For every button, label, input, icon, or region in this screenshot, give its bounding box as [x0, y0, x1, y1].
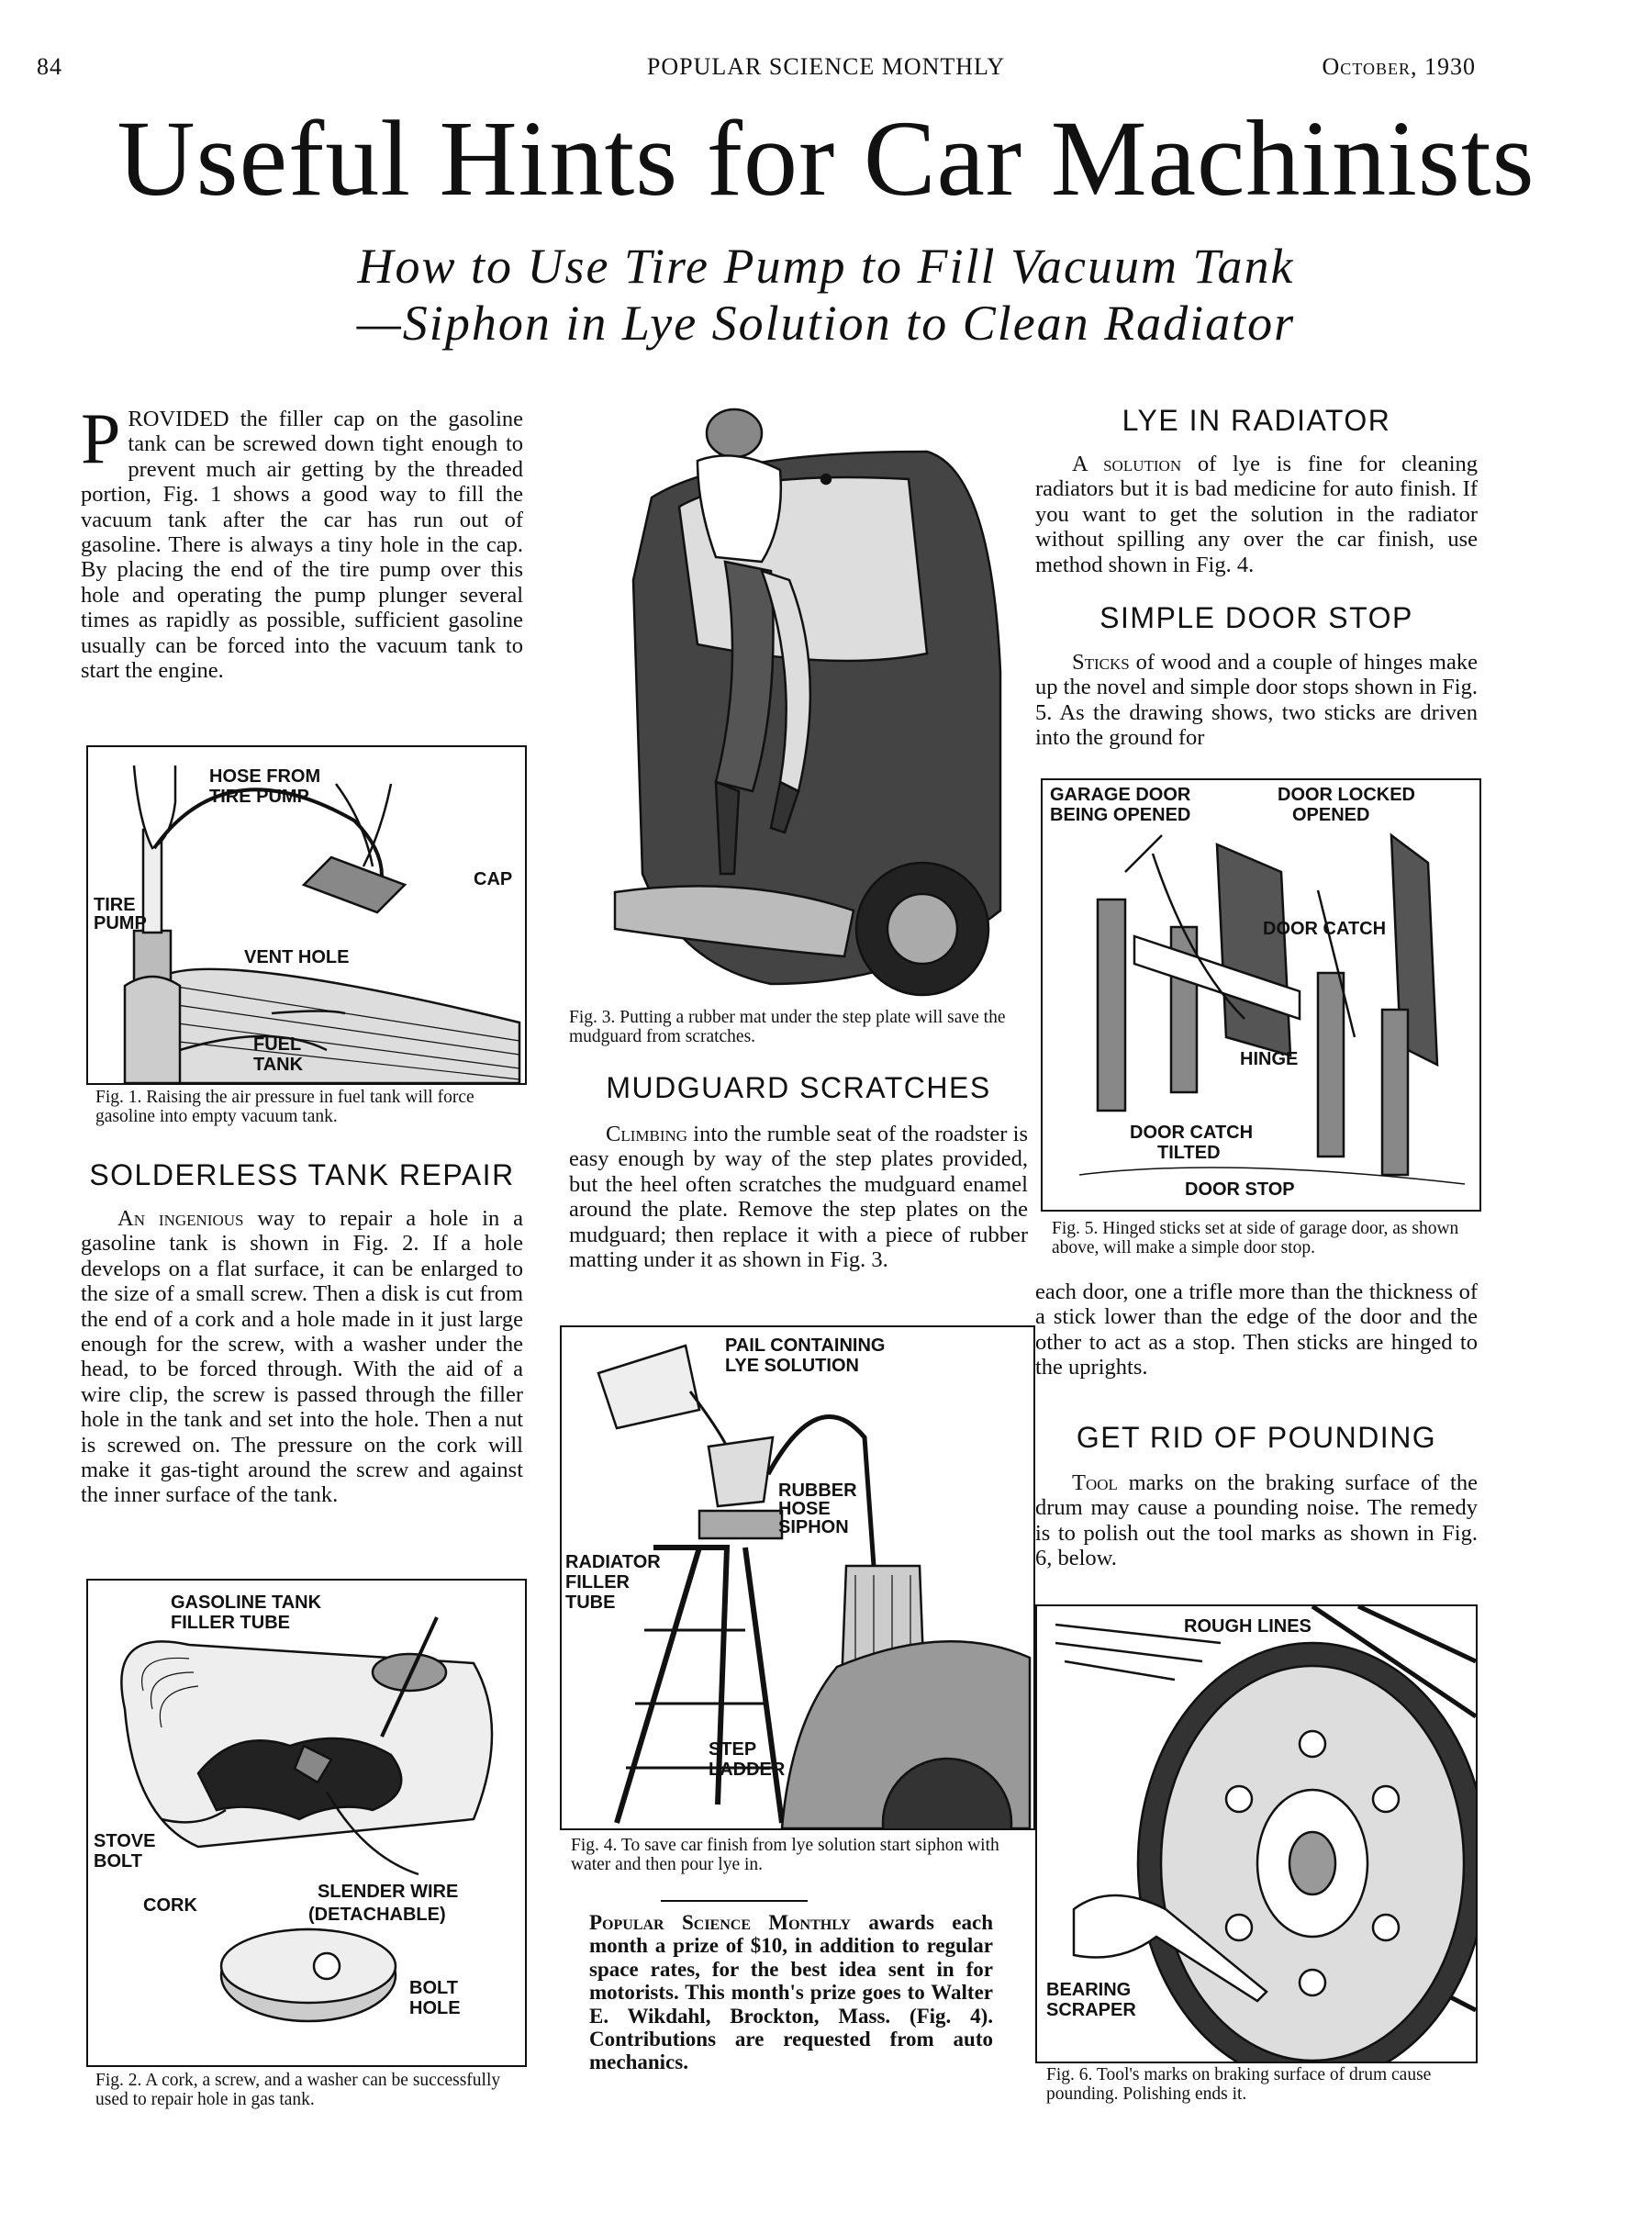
fig2-label-stove1: STOVE	[94, 1831, 156, 1851]
fig5-label-locked1: DOOR LOCKED	[1278, 785, 1415, 805]
mudguard-lead: Climbing	[606, 1122, 688, 1146]
fig2-label-bolt1: BOLT	[409, 1978, 458, 1998]
fig2-label-stove2: BOLT	[94, 1851, 142, 1872]
fig4-label-step1: STEP	[709, 1739, 757, 1760]
fig2-label-wire2: (DETACHABLE)	[308, 1905, 446, 1925]
fig5-label-locked2: OPENED	[1292, 805, 1370, 825]
figure-2-caption: Fig. 2. A cork, a screw, and a washer can be successfully used to repair hole in gas tank.	[95, 2071, 501, 2109]
issue-date: October, 1930	[1322, 53, 1476, 80]
fig5-label-tilted1: DOOR CATCH	[1130, 1123, 1254, 1143]
fig4-label-rad2: FILLER	[565, 1572, 630, 1592]
mudguard-paragraph	[569, 1122, 1028, 1272]
doorstop-heading: SIMPLE DOOR STOP	[1099, 601, 1413, 634]
fig4-label-rad3: TUBE	[565, 1592, 616, 1613]
page-number: 84	[37, 53, 62, 80]
figure-3-illustration	[560, 397, 1037, 1002]
fig1-label-hose: HOSE FROM	[209, 766, 321, 787]
fig6-label-bearing1: BEARING	[1046, 1980, 1132, 2000]
figure-5-illustration	[1041, 778, 1481, 1212]
figure-4-caption: Fig. 4. To save car finish from lye solution start siphon with water and then pour lye in.	[571, 1836, 999, 1874]
fig4-label-rubber3: SIPHON	[778, 1517, 849, 1537]
drop-cap: P	[81, 398, 121, 478]
pounding-lead: Tool	[1072, 1470, 1118, 1495]
pounding-text: marks on the braking surface of the drum may cause a pounding noise. The remedy is to polish out the tool marks as shown in Fig. 6, below.	[1035, 1470, 1478, 1571]
prize-notice	[589, 1911, 993, 2074]
solderless-lead: An ingenious	[117, 1206, 244, 1231]
pounding-paragraph	[1035, 1470, 1478, 1571]
solderless-paragraph	[81, 1206, 523, 1508]
prize-rule	[661, 1900, 808, 1902]
figure-5-caption: Fig. 5. Hinged sticks set at side of garage door, as shown above, will make a simple door stop.	[1052, 1219, 1459, 1257]
doorstop-text: of wood and a couple of hinges make up the novel and simple door stops shown in Fig. 5. As the drawing shows, two sticks are driven into the ground for	[1035, 650, 1478, 751]
fig1-label-tank: TANK	[253, 1055, 304, 1075]
figure-1-illustration	[86, 745, 527, 1085]
solderless-heading: SOLDERLESS TANK REPAIR	[89, 1158, 515, 1191]
article-title: Useful Hints for Car Machinists	[117, 98, 1535, 218]
fig1-label-vent: VENT HOLE	[244, 947, 350, 967]
mudguard-text: into the rumble seat of the roadster is easy enough by way of the step plates provided, but the heel often scratches the mudguard enamel around the plate. Remove the step plates on the mudguard; then replace it with a piece of rubber matting under it as shown in Fig. 3.	[569, 1122, 1028, 1273]
prize-magazine: Popular Science Monthly	[589, 1911, 851, 1934]
lye-text: of lye is fine for cleaning radiators but it is bad medicine for auto finish. If you want to get the solution in the radiator without spilling any over the car finish, use method shown in Fig. 4.	[1035, 452, 1479, 577]
pounding-heading: GET RID OF POUNDING	[1076, 1421, 1437, 1454]
prize-text: awards each month a prize of $10, in addition to regular space rates, for the best idea sent in for motorists. This month's prize goes to Walter E. Wikdahl, Brockton, Mass. (Fig. 4). Contributions are requested from auto mechanics.	[589, 1911, 993, 2074]
fig4-label-rad1: RADIATOR	[565, 1552, 661, 1572]
figure-4-illustration	[560, 1325, 1035, 1830]
fig6-label-rough: ROUGH LINES	[1184, 1616, 1312, 1637]
fig2-label-filler1: GASOLINE TANK	[171, 1592, 322, 1613]
fig4-label-pail1: PAIL CONTAINING	[725, 1335, 886, 1356]
lye-heading: LYE IN RADIATOR	[1122, 404, 1391, 437]
fig1-label-tire: TIRE	[94, 895, 136, 915]
fig2-label-filler2: FILLER TUBE	[171, 1613, 290, 1633]
figure-2-illustration	[86, 1579, 527, 2067]
solderless-text: way to repair a hole in a gasoline tank is shown in Fig. 2. If a hole develops on a flat surface, it can be enlarged to the size of a small screw. Then a disk is cut from the end of a cork and a hole made in it just large enough for the screw, with a washer under the head, to be forced through. With the aid of a wire clip, the screw is passed through the filler hole in the tank and set into the hole. Then a nut is screwed on. The pressure on the cork will make it gas-tight around the screw and against the inner surface of the tank.	[81, 1206, 523, 1508]
fig1-label-cap: CAP	[474, 869, 513, 889]
fig5-label-catch: DOOR CATCH	[1263, 919, 1387, 939]
fig1-label-fuel: FUEL	[253, 1034, 302, 1055]
fig6-label-bearing2: SCRAPER	[1046, 2000, 1136, 2020]
doorstop-continued-paragraph: each door, one a trifle more than the thickness of a stick lower than the edge of the door and the other to act as a stop. Then sticks are hinged to the uprights.	[1035, 1280, 1478, 1380]
article-subtitle-line1: How to Use Tire Pump to Fill Vacuum Tank	[357, 239, 1295, 294]
fig5-label-tilted2: TILTED	[1157, 1143, 1221, 1163]
figure-1-caption: Fig. 1. Raising the air pressure in fuel tank will force gasoline into empty vacuum tank.	[95, 1088, 474, 1126]
article-subtitle-line2: —Siphon in Lye Solution to Clean Radiator	[356, 296, 1296, 351]
intro-text: ROVIDED the filler cap on the gasoline tank can be screwed down tight enough to prevent much air getting by the threaded portion, Fig. 1 shows a good way to fill the vacuum tank after the car has run out of gasoline. There is always a tiny hole in the cap. By placing the end of the tire pump over this hole and operating the pump plunger several times as rapidly as possible, sufficient gasoline usually can be forced into the vacuum tank to start the engine.	[81, 407, 523, 684]
fig4-label-pail2: LYE SOLUTION	[725, 1356, 859, 1376]
fig5-label-garage1: GARAGE DOOR	[1050, 785, 1191, 805]
lye-paragraph	[1035, 452, 1478, 577]
doorstop-lead: Sticks	[1072, 650, 1130, 675]
figure-6-caption: Fig. 6. Tool's marks on braking surface of drum cause pounding. Polishing ends it.	[1046, 2065, 1432, 2104]
fig4-label-step2: LADDER	[709, 1760, 786, 1780]
lye-lead: A solution	[1072, 452, 1182, 476]
intro-paragraph	[81, 398, 523, 684]
figure-3-caption: Fig. 3. Putting a rubber mat under the step plate will save the mudguard from scratches.	[569, 1008, 1006, 1046]
fig5-label-stop: DOOR STOP	[1185, 1179, 1295, 1200]
figure-6-illustration	[1035, 1604, 1478, 2063]
fig1-label-hose2: TIRE PUMP	[209, 787, 309, 807]
fig2-label-bolt2: HOLE	[409, 1998, 461, 2018]
fig4-label-rubber1: RUBBER	[778, 1481, 857, 1501]
fig1-label-pump: PUMP	[94, 913, 147, 933]
fig5-label-garage2: BEING OPENED	[1050, 805, 1191, 825]
fig4-label-rubber2: HOSE	[778, 1499, 831, 1519]
doorstop-paragraph	[1035, 650, 1478, 751]
fig2-label-wire1: SLENDER WIRE	[318, 1882, 459, 1902]
fig5-label-hinge: HINGE	[1240, 1049, 1299, 1069]
fig2-label-cork: CORK	[143, 1895, 197, 1916]
mudguard-heading: MUDGUARD SCRATCHES	[606, 1071, 991, 1104]
running-head: POPULAR SCIENCE MONTHLY	[646, 53, 1006, 80]
